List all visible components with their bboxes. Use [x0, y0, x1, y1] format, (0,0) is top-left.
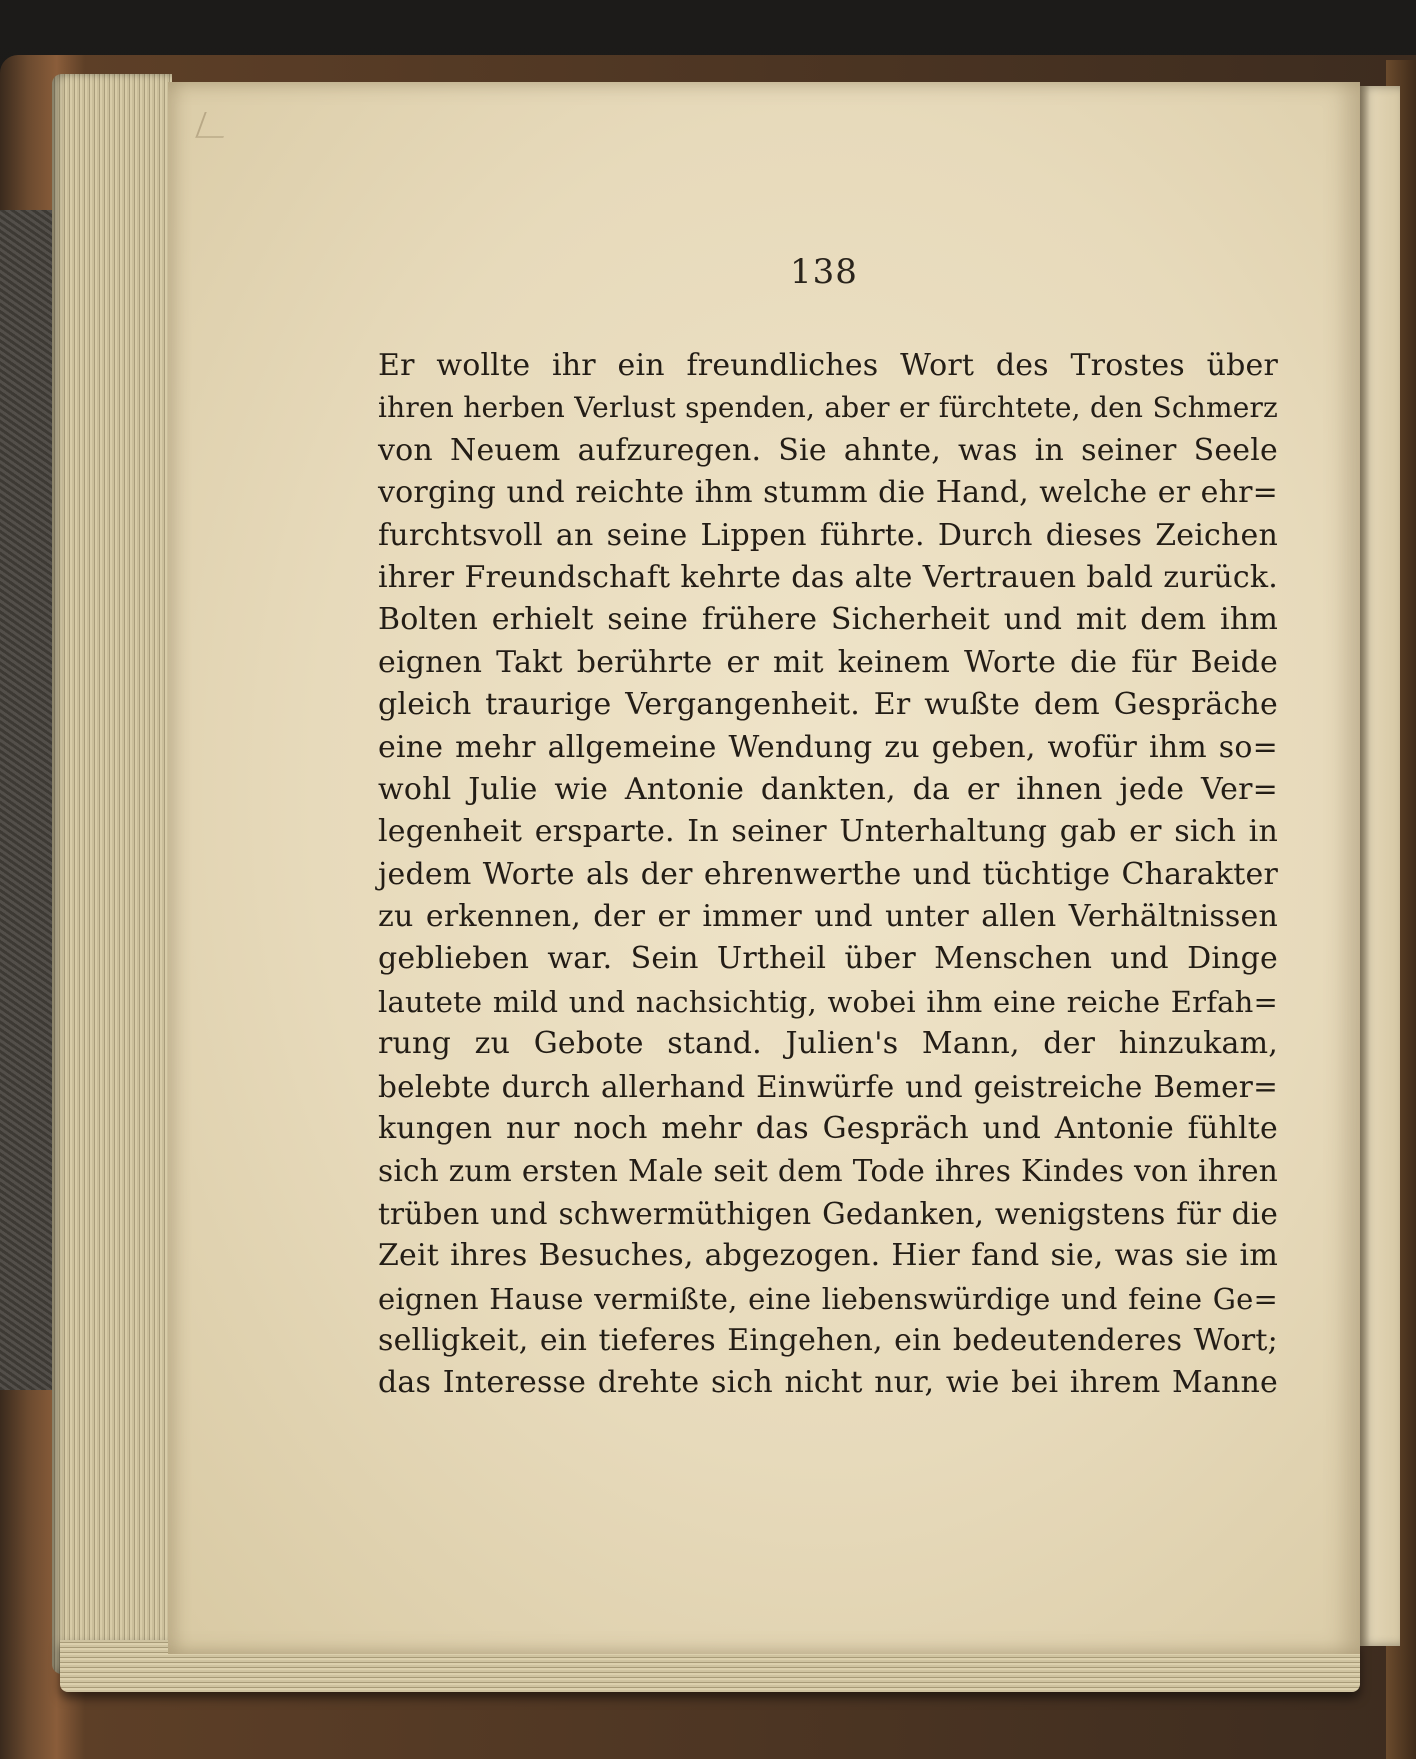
text-line: ihren herben Verlust spenden, aber er fürchtete, den Schmerz	[378, 391, 1278, 425]
page-number: 138	[790, 252, 858, 292]
text-line: sich zum ersten Male seit dem Tode ihres Kindes von ihren	[378, 1154, 1278, 1189]
text-line: Zeit ihres Besuches, abgezogen. Hier fand sie, was sie im	[378, 1238, 1278, 1274]
text-line: wohl Julie wie Antonie dankten, da er ihnen jede Ver=	[378, 771, 1278, 807]
text-line: Er wollte ihr ein freundliches Wort des Trostes über	[378, 348, 1278, 383]
text-line: furchtsvoll an seine Lippen führte. Durch dieses Zeichen	[378, 517, 1278, 553]
page-block-edges	[52, 74, 172, 1674]
text-line: zu erkennen, der er immer und unter allen Verhältnissen	[378, 899, 1278, 935]
text-line: Bolten erhielt seine frühere Sicherheit und mit dem ihm	[378, 602, 1278, 638]
text-line: das Interesse drehte sich nicht nur, wie bei ihrem Manne	[378, 1365, 1278, 1401]
page-body-text	[378, 345, 1278, 1405]
text-line: legenheit ersparte. In seiner Unterhaltung gab er sich in	[378, 814, 1278, 850]
text-line: kungen nur noch mehr das Gespräch und Antonie fühlte	[378, 1111, 1278, 1147]
text-line: eignen Hause vermißte, eine liebenswürdige und feine Ge=	[378, 1281, 1278, 1316]
text-line: vorging und reichte ihm stumm die Hand, welche er ehr=	[378, 475, 1278, 511]
text-line: lautete mild und nachsichtig, wobei ihm eine reiche Erfah=	[378, 984, 1278, 1019]
text-line: trüben und schwermüthigen Gedanken, wenigstens für die	[378, 1196, 1278, 1231]
text-line: selligkeit, ein tieferes Eingehen, ein bedeutenderes Wort;	[378, 1322, 1278, 1358]
text-line: eine mehr allgemeine Wendung zu geben, wofür ihm so=	[378, 729, 1278, 765]
facing-page-edge	[1360, 86, 1400, 1646]
text-line: ihrer Freundschaft kehrte das alte Vertrauen bald zurück.	[378, 559, 1278, 595]
text-line: belebte durch allerhand Einwürfe und geistreiche Bemer=	[378, 1069, 1278, 1104]
text-line: jedem Worte als der ehrenwerthe und tüchtige Charakter	[378, 856, 1278, 892]
cover-texture	[0, 210, 60, 1390]
text-line: gleich traurige Vergangenheit. Er wußte dem Gespräche	[378, 687, 1278, 723]
text-line: von Neuem aufzuregen. Sie ahnte, was in seiner Seele	[378, 432, 1278, 468]
text-line: rung zu Gebote stand. Julien's Mann, der hinzukam,	[378, 1026, 1278, 1062]
text-line: geblieben war. Sein Urtheil über Menschen und Dinge	[378, 941, 1278, 977]
text-line: eignen Takt berührte er mit keinem Worte die für Beide	[378, 644, 1278, 680]
